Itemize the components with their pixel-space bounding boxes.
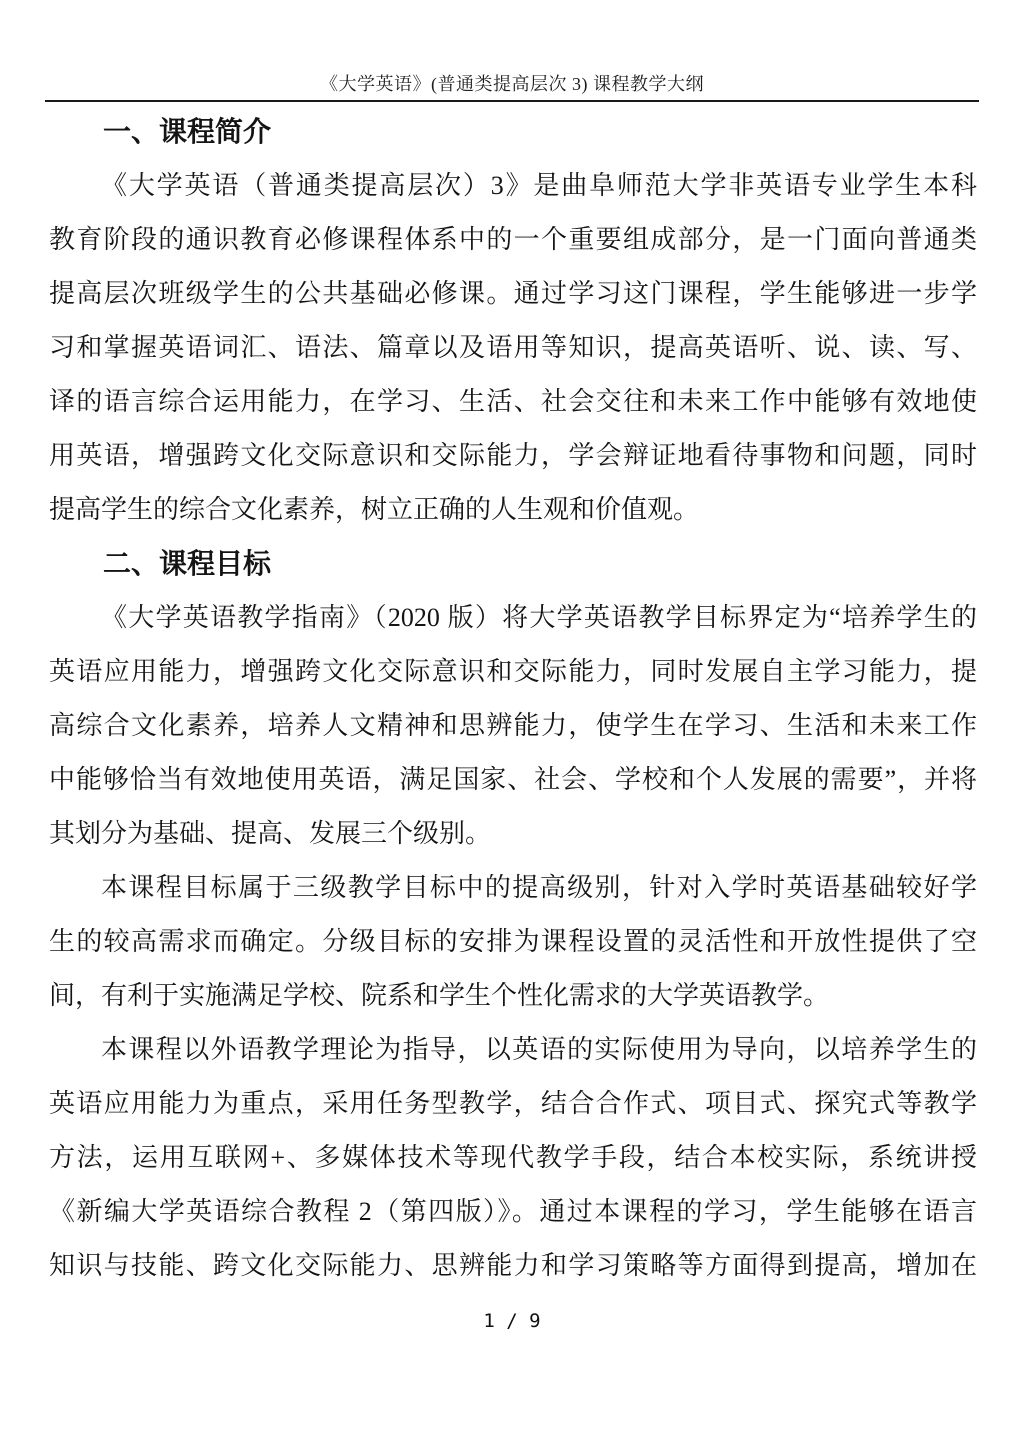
paragraph-line: 习和掌握英语词汇、语法、篇章以及语用等知识，提高英语听、说、读、写、	[49, 333, 977, 362]
running-header	[45, 0, 979, 102]
paragraph-line: 间，有利于实施满足学校、院系和学生个性化需求的大学英语教学。	[49, 981, 830, 1010]
paragraph-line: 《新编大学英语综合教程 2（第四版）》。通过本课程的学习，学生能够在语言	[49, 1197, 977, 1226]
paragraph-line: 提高层次班级学生的公共基础必修课。通过学习这门课程，学生能够进一步学	[49, 279, 977, 308]
paragraph-line: 方法，运用互联网+、多媒体技术等现代教学手段，结合本校实际，系统讲授	[49, 1143, 977, 1172]
paragraph-line: 提高学生的综合文化素养，树立正确的人生观和价值观。	[49, 495, 700, 524]
paragraph-line: 中能够恰当有效地使用英语，满足国家、社会、学校和个人发展的需要”，并将	[49, 765, 977, 794]
paragraph-line: 知识与技能、跨文化交际能力、思辨能力和学习策略等方面得到提高，增加在	[49, 1251, 977, 1280]
section-heading-course-objectives: 二、课程目标	[103, 548, 272, 579]
paragraph-line: 《大学英语（普通类提高层次）3》是曲阜师范大学非英语专业学生本科	[101, 171, 977, 200]
paragraph-line: 生的较高需求而确定。分级目标的安排为课程设置的灵活性和开放性提供了空	[49, 927, 977, 956]
page-footer	[0, 1308, 1024, 1334]
paragraph-line: 《大学英语教学指南》（2020 版）将大学英语教学目标界定为“培养学生的	[101, 603, 977, 632]
paragraph-line: 英语应用能力为重点，采用任务型教学，结合合作式、项目式、探究式等教学	[49, 1089, 977, 1118]
header-rule	[45, 100, 979, 102]
paragraph-line: 用英语，增强跨文化交际意识和交际能力，学会辩证地看待事物和问题，同时	[49, 441, 977, 470]
paragraph-line: 英语应用能力，增强跨文化交际意识和交际能力，同时发展自主学习能力，提	[49, 657, 977, 686]
document-body	[49, 105, 977, 1293]
paragraph-line: 本课程目标属于三级教学目标中的提高级别，针对入学时英语基础较好学	[101, 873, 977, 902]
header-title: 《大学英语》(普通类提高层次 3) 课程教学大纲	[320, 74, 704, 94]
paragraph-line: 其划分为基础、提高、发展三个级别。	[49, 819, 492, 848]
paragraph-line: 本课程以外语教学理论为指导，以英语的实际使用为导向，以培养学生的	[101, 1035, 977, 1064]
paragraph-line: 译的语言综合运用能力，在学习、生活、社会交往和未来工作中能够有效地使	[49, 387, 977, 416]
page-number: 1 / 9	[483, 1310, 541, 1332]
section-heading-course-intro: 一、课程简介	[103, 116, 272, 147]
paragraph-line: 高综合文化素养，培养人文精神和思辨能力，使学生在学习、生活和未来工作	[49, 711, 977, 740]
paragraph-line: 教育阶段的通识教育必修课程体系中的一个重要组成部分，是一门面向普通类	[49, 225, 977, 254]
